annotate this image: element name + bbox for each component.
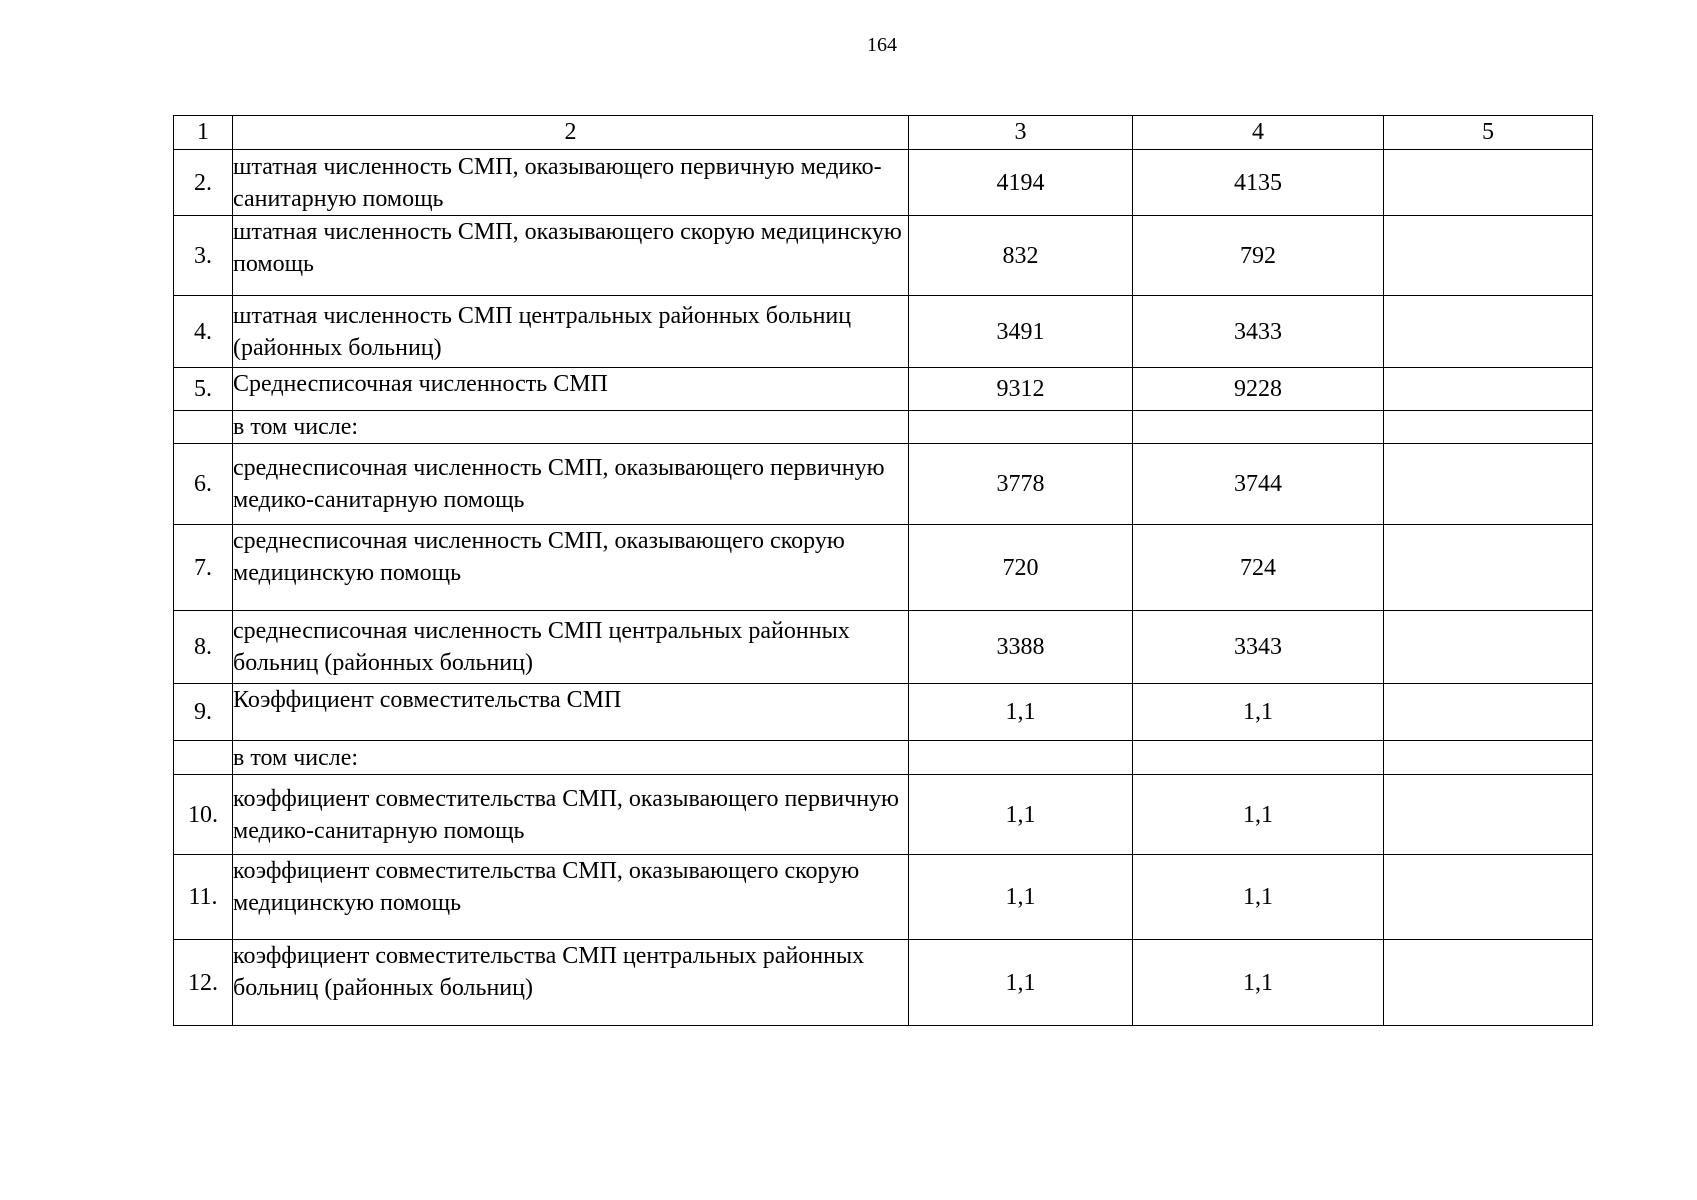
row-value-col4: 1,1 (1133, 940, 1384, 1026)
row-label: среднесписочная численность СМП, оказывающего первичную медико-санитарную помощь (233, 444, 909, 525)
row-number: 12. (174, 940, 233, 1026)
row-number: 3. (174, 216, 233, 296)
row-value-col4: 3433 (1133, 296, 1384, 368)
row-value-col4: 3343 (1133, 611, 1384, 684)
row-number: 8. (174, 611, 233, 684)
row-label: в том числе: (233, 741, 909, 775)
header-col-5: 5 (1384, 116, 1593, 150)
row-value-col5 (1384, 411, 1593, 444)
row-value-col3: 1,1 (909, 684, 1133, 741)
header-col-4: 4 (1133, 116, 1384, 150)
row-label: среднесписочная численность СМП центральных районных больниц (районных больниц) (233, 611, 909, 684)
table-row (174, 296, 1593, 368)
row-value-col3: 4194 (909, 150, 1133, 216)
row-value-col4 (1133, 411, 1384, 444)
row-label: коэффициент совместительства СМП, оказывающего первичную медико-санитарную помощь (233, 775, 909, 855)
row-value-col5 (1384, 855, 1593, 940)
table-row (174, 216, 1593, 296)
row-label: Среднесписочная численность СМП (233, 368, 909, 411)
data-table (173, 115, 1593, 1026)
row-value-col4: 4135 (1133, 150, 1384, 216)
table-row (174, 940, 1593, 1026)
row-value-col3: 720 (909, 525, 1133, 611)
row-value-col4 (1133, 741, 1384, 775)
table-row (174, 741, 1593, 775)
row-value-col3: 1,1 (909, 775, 1133, 855)
row-value-col3: 832 (909, 216, 1133, 296)
row-value-col5 (1384, 368, 1593, 411)
header-col-1: 1 (174, 116, 233, 150)
row-value-col5 (1384, 611, 1593, 684)
row-number: 5. (174, 368, 233, 411)
row-value-col4: 724 (1133, 525, 1384, 611)
table-row (174, 775, 1593, 855)
row-value-col3: 3388 (909, 611, 1133, 684)
row-value-col3: 1,1 (909, 855, 1133, 940)
row-value-col4: 1,1 (1133, 855, 1384, 940)
row-value-col3: 3778 (909, 444, 1133, 525)
row-number: 6. (174, 444, 233, 525)
row-number: 10. (174, 775, 233, 855)
row-label: коэффициент совместительства СМП, оказывающего скорую медицинскую помощь (233, 855, 909, 940)
row-value-col4: 9228 (1133, 368, 1384, 411)
row-label: среднесписочная численность СМП, оказывающего скорую медицинскую помощь (233, 525, 909, 611)
row-value-col3: 1,1 (909, 940, 1133, 1026)
row-value-col5 (1384, 150, 1593, 216)
row-value-col5 (1384, 444, 1593, 525)
row-label: в том числе: (233, 411, 909, 444)
row-value-col5 (1384, 216, 1593, 296)
row-value-col4: 1,1 (1133, 684, 1384, 741)
row-label: штатная численность СМП, оказывающего первичную медико-санитарную помощь (233, 150, 909, 216)
row-label: коэффициент совместительства СМП центральных районных больниц (районных больниц) (233, 940, 909, 1026)
row-value-col3 (909, 741, 1133, 775)
row-number: 7. (174, 525, 233, 611)
row-value-col5 (1384, 684, 1593, 741)
row-value-col5 (1384, 296, 1593, 368)
row-number (174, 411, 233, 444)
row-value-col4: 3744 (1133, 444, 1384, 525)
row-number: 9. (174, 684, 233, 741)
row-label: Коэффициент совместительства СМП (233, 684, 909, 741)
table-row (174, 150, 1593, 216)
row-label: штатная численность СМП, оказывающего скорую медицинскую помощь (233, 216, 909, 296)
row-number: 11. (174, 855, 233, 940)
table-row (174, 444, 1593, 525)
row-label: штатная численность СМП центральных районных больниц (районных больниц) (233, 296, 909, 368)
row-value-col3: 3491 (909, 296, 1133, 368)
row-value-col4: 792 (1133, 216, 1384, 296)
row-value-col3: 9312 (909, 368, 1133, 411)
table-row (174, 855, 1593, 940)
table-row (174, 611, 1593, 684)
row-number: 4. (174, 296, 233, 368)
page-number: 164 (867, 34, 897, 56)
header-col-2: 2 (233, 116, 909, 150)
table-row (174, 411, 1593, 444)
table-row (174, 525, 1593, 611)
table-row (174, 684, 1593, 741)
row-value-col5 (1384, 940, 1593, 1026)
row-value-col5 (1384, 775, 1593, 855)
row-value-col4: 1,1 (1133, 775, 1384, 855)
row-number (174, 741, 233, 775)
row-number: 2. (174, 150, 233, 216)
row-value-col3 (909, 411, 1133, 444)
header-col-3: 3 (909, 116, 1133, 150)
row-value-col5 (1384, 741, 1593, 775)
row-value-col5 (1384, 525, 1593, 611)
table-row (174, 368, 1593, 411)
table-header-row (174, 116, 1593, 150)
